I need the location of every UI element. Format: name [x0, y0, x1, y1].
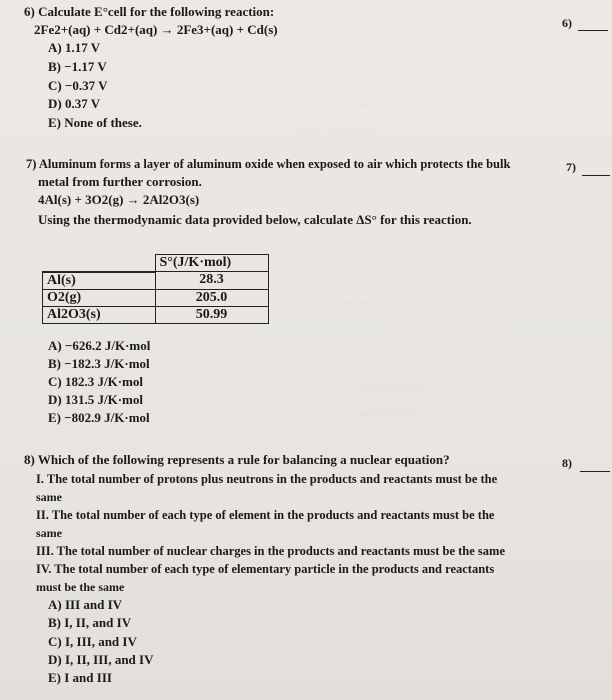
q8-statement: same	[36, 490, 62, 504]
q6-number-label: 6)	[562, 16, 572, 30]
q8-statement: same	[36, 526, 62, 540]
bleed-through-text: · ·· · ·· ·· ·	[360, 380, 421, 392]
q8-choice-e: E) I and III	[48, 670, 112, 685]
bleed-through-text: ·· · ·· · ·· ··· · ·	[300, 298, 387, 310]
q7-reaction: 4Al(s) + 3O2(g) → 2Al2O3(s)	[38, 192, 200, 207]
bleed-through-text: ·· · ··· · ·· · ···	[360, 100, 444, 112]
table-row	[43, 272, 269, 290]
q7-choice-e: E) −802.9 J/K·mol	[48, 410, 150, 425]
q8-statement: I. The total number of protons plus neutrons in the products and reactants must be the	[36, 472, 498, 486]
q6-answer-blank[interactable]	[578, 30, 608, 31]
q6-choice-b: B) −1.17 V	[48, 59, 107, 74]
species-cell: Al2O3(s)	[43, 306, 156, 323]
q8-statement: III. The total number of nuclear charges in the products and reactants must be the same	[36, 544, 505, 558]
q7-line2: metal from further corrosion.	[38, 174, 202, 189]
q7-number-label: 7)	[566, 160, 576, 174]
q6-choice-c: C) −0.37 V	[48, 78, 108, 93]
q7-instruction: Using the thermodynamic data provided below, calculate ΔS° for this reaction.	[38, 212, 472, 227]
q8-statement: II. The total number of each type of element in the products and reactants must be the	[36, 508, 495, 522]
table-row	[43, 289, 269, 306]
q6-choice-a: A) 1.17 V	[48, 40, 101, 55]
q7-choice-d: D) 131.5 J/K·mol	[48, 392, 143, 407]
q8-number-label: 8)	[562, 456, 572, 470]
q7-answer-blank[interactable]	[582, 175, 610, 176]
bleed-through-text: · ·· · ·· ·· ··· · ·· ·	[330, 70, 430, 82]
bleed-through-text: · ·· ·· ··· ·· · ··	[320, 268, 404, 280]
table-corner	[43, 255, 156, 272]
bleed-through-text: · ··· ·· · · ·· ··	[300, 128, 379, 140]
species-cell: Al(s)	[43, 272, 156, 290]
q8-question: 8) Which of the following represents a rule for balancing a nuclear equation?	[24, 452, 450, 467]
bleed-through-text: ·· · ··· · ·	[360, 410, 413, 422]
q8-choice-a: A) III and IV	[48, 597, 123, 612]
q6-reaction: 2Fe2+(aq) + Cd2+(aq) → 2Fe3+(aq) + Cd(s)	[34, 22, 278, 37]
table-header: S°(J/K·mol)	[155, 255, 268, 272]
q8-statement: IV. The total number of each type of elementary particle in the products and reactants	[36, 562, 495, 576]
q7-choice-a: A) −626.2 J/K·mol	[48, 338, 151, 353]
q8-choice-c: C) I, III, and IV	[48, 634, 137, 649]
table-row	[43, 306, 269, 323]
species-cell: O2(g)	[43, 289, 156, 306]
q6-title: 6) Calculate E°cell for the following reaction:	[24, 4, 275, 19]
value-cell: 28.3	[155, 272, 268, 290]
q7-line1: 7) Aluminum forms a layer of aluminum oxide when exposed to air which protects the bulk	[26, 157, 511, 171]
q8-statement: must be the same	[36, 580, 125, 594]
q8-choice-d: D) I, II, III, and IV	[48, 652, 154, 667]
value-cell: 205.0	[155, 289, 268, 306]
q8-choice-b: B) I, II, and IV	[48, 615, 132, 630]
q6-choice-e: E) None of these.	[48, 115, 142, 130]
q8-answer-blank[interactable]	[580, 471, 610, 472]
q7-choice-b: B) −182.3 J/K·mol	[48, 356, 150, 371]
q7-choice-c: C) 182.3 J/K·mol	[48, 374, 143, 389]
entropy-data-table	[42, 254, 269, 324]
value-cell: 50.99	[155, 306, 268, 323]
q6-choice-d: D) 0.37 V	[48, 96, 101, 111]
bleed-through-text: ·· ··· · ·· ··· ·· ·	[300, 238, 388, 250]
